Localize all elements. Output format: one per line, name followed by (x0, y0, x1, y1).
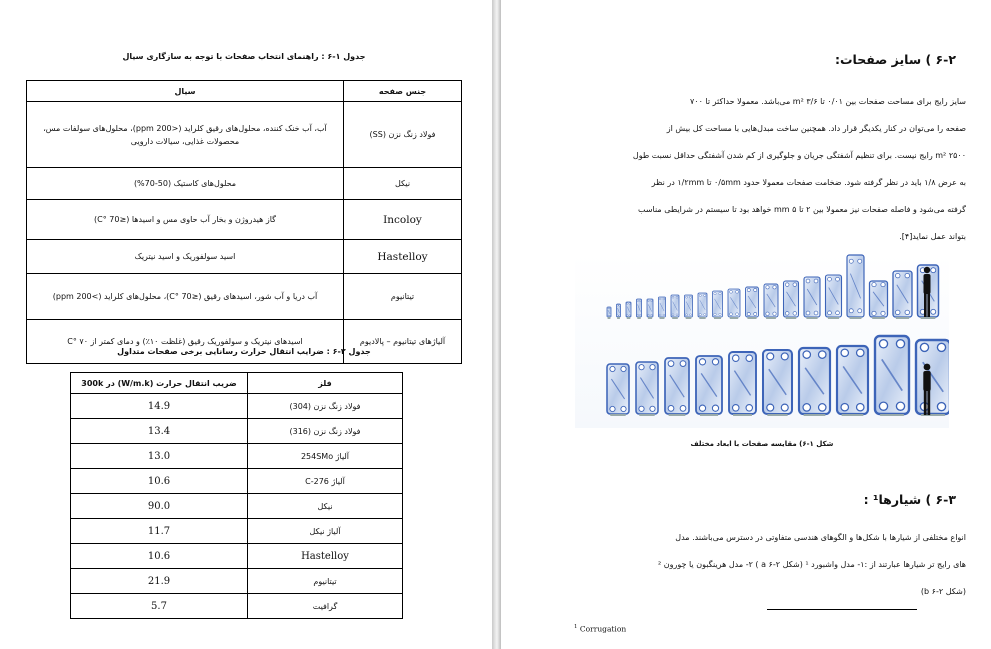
table-row (71, 394, 403, 419)
heat-exchanger-plate (799, 348, 830, 416)
plate-illustration (575, 254, 949, 428)
table-row (27, 240, 462, 274)
material-cell: آلیاژهای تیتانیوم – پالادیوم (344, 320, 462, 364)
table-row (27, 102, 462, 168)
left-page (0, 0, 492, 649)
plate-size-comparison-figure (575, 254, 949, 428)
large-plates-row (607, 336, 949, 416)
fluid-cell: محلول‌های کاستیک (50-70%) (27, 168, 344, 200)
heat-exchanger-plate (764, 284, 778, 319)
table-row (71, 444, 403, 469)
heat-exchanger-plate (870, 281, 888, 319)
metal-cell: فولاد زنگ نزن (316) (248, 419, 403, 444)
table-row (71, 419, 403, 444)
footnote-marker: 1 (574, 624, 578, 630)
heat-exchanger-plate (607, 364, 629, 416)
conductivity-cell: 90.0 (71, 494, 248, 519)
conductivity-cell: 13.4 (71, 419, 248, 444)
fluid-cell: اسیدهای نیتریک و سولفوریک رقیق (غلظت ۱۰٪) و دمای کمتر از ۷۰ °C (27, 320, 344, 364)
conductivity-cell: 10.6 (71, 469, 248, 494)
header-metal: فلز (248, 373, 403, 394)
conductivity-cell: 11.7 (71, 519, 248, 544)
table-row (71, 494, 403, 519)
fluid-cell: آب، آب خنک کننده، محلول‌های رقیق کلراید (<200 ppm)، محلول‌های سولفات مس، محصولات غذایی، سیالات دارویی (27, 102, 344, 168)
footnote-divider (767, 609, 917, 610)
paragraph-line: (شکل ۲-۶ b) (920, 587, 966, 596)
heat-exchanger-plate (617, 304, 621, 319)
footnote (574, 624, 626, 634)
heat-exchanger-plate (847, 255, 864, 319)
table-row (71, 594, 403, 619)
page-gutter (492, 0, 501, 649)
table-row (71, 519, 403, 544)
table-row (27, 274, 462, 320)
heat-exchanger-plate (626, 302, 631, 319)
figure-caption: شکل ۱-۶) مقایسه صفحات با ابعاد مختلف (690, 440, 834, 448)
paragraph-line: گرفته می‌شود و فاصله صفحات نیز معمولا بین ۲ تا ۵ mm خواهد بود تا سیستم در شرایطی مناسب (637, 205, 966, 214)
material-cell: فولاد زنگ نزن (SS) (344, 102, 462, 168)
metal-cell: گرافیت (248, 594, 403, 619)
plate-material-table (26, 80, 462, 364)
conductivity-cell: 13.0 (71, 444, 248, 469)
heat-exchanger-plate (784, 281, 799, 319)
conductivity-cell: 21.9 (71, 569, 248, 594)
header-material: جنس صفحه (344, 81, 462, 102)
section-heading-plate-size: ۶-۲ ) سایز صفحات: (834, 52, 956, 67)
paragraph-line: ۲۵۰۰ m² رایج نیست. برای تنظیم آشفتگی جریان و جلوگیری از کم شدن آشفتگی حداقل نسبت طول (632, 151, 966, 160)
table-row (71, 469, 403, 494)
fluid-cell: اسید سولفوریک و اسید نیتریک (27, 240, 344, 274)
heat-exchanger-plate (671, 295, 679, 319)
heat-exchanger-plate (729, 352, 756, 416)
heat-exchanger-plate (893, 271, 912, 319)
small-plates-row (607, 255, 939, 319)
heat-exchanger-plate (875, 336, 909, 416)
table1-caption: جدول ۱-۶ : راهنمای انتخاب صفحات با توجه به سازگاری سیال (122, 52, 366, 61)
paragraph-line: بتواند عمل نماید[۴]. (899, 232, 966, 241)
plate-size-paragraph (574, 88, 966, 250)
conductivity-cell: 10.6 (71, 544, 248, 569)
conductivity-table (70, 372, 403, 619)
heat-exchanger-plate (763, 350, 792, 416)
material-cell: تیتانیوم (344, 274, 462, 320)
paragraph-line: صفحه را می‌توان در کنار یکدیگر قرار داد. همچنین ساخت مبدل‌هایی با مساحت کل بیش از (666, 124, 966, 133)
heat-exchanger-plate (698, 293, 707, 319)
heat-exchanger-plate (647, 299, 653, 319)
fluid-cell: گاز هیدروژن و بخار آب حاوی مس و اسیدها (≤70 °C) (27, 200, 344, 240)
fluid-cell: آب دریا و آب شور، اسیدهای رقیق (≤70 °C)، محلول‌های کلراید (>200 ppm) (27, 274, 344, 320)
metal-cell: آلیاژ 254SMo (248, 444, 403, 469)
heat-exchanger-plate (916, 340, 949, 416)
conductivity-cell: 5.7 (71, 594, 248, 619)
heat-exchanger-plate (637, 299, 642, 319)
metal-cell: Hastelloy (248, 544, 403, 569)
heat-exchanger-plate (826, 275, 842, 319)
heat-exchanger-plate (728, 289, 740, 319)
paragraph-line: های رایج تر شیارها عبارتند از :۱- مدل واشبورد ¹ (شکل ۲-۶ a ) ۲- مدل هرینگبون یا چورون ² (658, 560, 966, 569)
section-heading-grooves: ۶-۳ ) شیارها¹ : (863, 492, 956, 507)
heat-exchanger-plate (607, 307, 611, 319)
table-header-row (27, 81, 462, 102)
heat-exchanger-plate (804, 277, 820, 319)
heat-exchanger-plate (746, 287, 759, 319)
heat-exchanger-plate (659, 297, 666, 319)
heat-exchanger-plate (837, 346, 868, 416)
footnote-text: Corrugation (579, 624, 627, 634)
material-cell: Hastelloy (344, 240, 462, 274)
metal-cell: آلیاژ نیکل (248, 519, 403, 544)
heat-exchanger-plate (665, 358, 689, 416)
paragraph-line: سایز رایج برای مساحت صفحات بین ۰/۰۱ تا ۳/۶ m² می‌باشد. معمولا حداکثر تا ۷۰۰ (689, 97, 966, 106)
conductivity-cell: 14.9 (71, 394, 248, 419)
paragraph-line: انواع مختلفی از شیارها با شکل‌ها و الگوهای هندسی متفاوتی در دسترس می‌باشند. مدل (675, 533, 966, 542)
table-header-row (71, 373, 403, 394)
heat-exchanger-plate (696, 356, 722, 416)
material-cell: Incoloy (344, 200, 462, 240)
table-row (71, 569, 403, 594)
metal-cell: تیتانیوم (248, 569, 403, 594)
header-fluid: سیال (27, 81, 344, 102)
paragraph-line: به عرض ۱/۸ باید در نظر گرفته شود. ضخامت صفحات معمولا حدود ۰/۵mm تا ۱/۲mm در نظر (651, 178, 966, 187)
grooves-paragraph (574, 524, 966, 605)
table-row (27, 168, 462, 200)
table2-caption: جدول ۲-۶ : ضرایب انتقال حرارت رسانایی برخی صفحات متداول (117, 347, 371, 356)
heat-exchanger-plate (713, 291, 723, 319)
heat-exchanger-plate (685, 295, 693, 319)
heat-exchanger-plate (636, 362, 658, 416)
metal-cell: آلیاژ C-276 (248, 469, 403, 494)
metal-cell: فولاد زنگ نزن (304) (248, 394, 403, 419)
table-row (27, 200, 462, 240)
right-page (501, 0, 991, 649)
header-conductivity: ضریب انتقال حرارت (W/m.k) در 300k (71, 373, 248, 394)
table-row (71, 544, 403, 569)
material-cell: نیکل (344, 168, 462, 200)
metal-cell: نیکل (248, 494, 403, 519)
